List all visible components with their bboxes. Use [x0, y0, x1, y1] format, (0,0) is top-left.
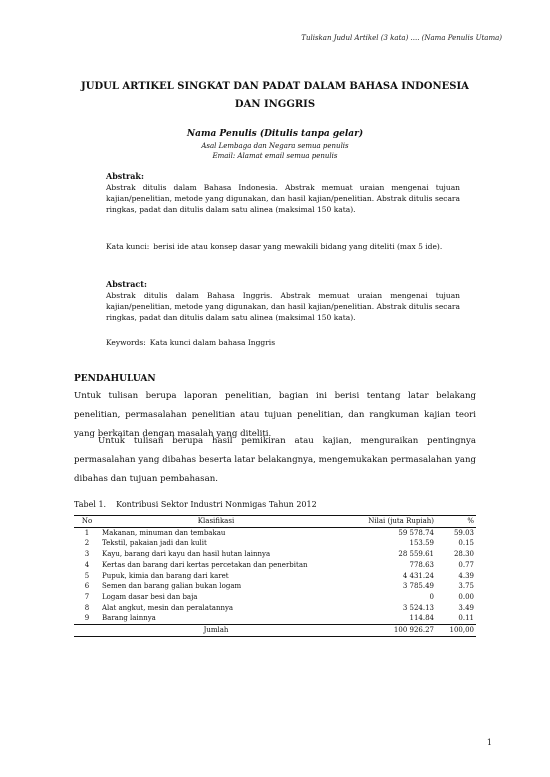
col-nilai-header: Nilai (juta Rupiah)	[332, 516, 436, 528]
cell-no: 8	[84, 603, 90, 612]
cell-klasifikasi: Makanan, minuman dan tembakau	[102, 528, 226, 537]
running-header: Tuliskan Judul Artikel (3 kata) .... (Nama Penulis Utama)	[301, 34, 502, 42]
total-pct: 100,00	[436, 625, 476, 637]
abstract-heading: Abstract:	[106, 279, 147, 289]
cell-pct: 3.49	[458, 603, 474, 612]
kata-kunci-label: Kata kunci:	[106, 242, 150, 251]
keywords-label: Keywords:	[106, 338, 146, 347]
table-row	[74, 592, 476, 603]
cell-no: 6	[84, 582, 90, 591]
paragraph-1: Untuk tulisan berupa laporan penelitian, bagian ini berisi tentang latar belakang penelitian, permasalahan penelitian atau tujuan penelitian, dan rangkuman kajian teori yang berkaitan dengan masalah yang diteliti.	[74, 391, 476, 439]
table-label: Tabel 1.	[74, 500, 107, 509]
cell-nilai: 3 524.13	[402, 603, 434, 612]
table-row	[74, 549, 476, 560]
cell-pct: 0.77	[458, 560, 474, 569]
table-caption-text: Kontribusi Sektor Industri Nonmigas Tahun 2012	[116, 500, 317, 509]
author-block	[0, 127, 550, 161]
cell-pct: 0.11	[458, 614, 474, 623]
cell-nilai: 59 578.74	[398, 528, 434, 537]
cell-klasifikasi: Alat angkut, mesin dan peralatannya	[102, 603, 234, 612]
cell-nilai: 28 559.61	[398, 550, 434, 559]
cell-no: 7	[84, 592, 90, 601]
cell-nilai: 3 785.49	[402, 582, 434, 591]
cell-pct: 3.75	[458, 582, 474, 591]
cell-klasifikasi: Logam dasar besi dan baja	[102, 592, 198, 601]
cell-klasifikasi: Semen dan barang galian bukan logam	[102, 582, 242, 591]
cell-pct: 28.30	[453, 550, 474, 559]
cell-nilai: 0	[429, 592, 434, 601]
cell-klasifikasi: Pupuk, kimia dan barang dari karet	[102, 571, 229, 580]
section-title: PENDAHULUAN	[74, 374, 156, 384]
kata-kunci	[106, 241, 460, 252]
table-row	[74, 560, 476, 571]
total-label: Jumlah	[100, 625, 332, 637]
cell-klasifikasi: Barang lainnya	[102, 614, 156, 623]
cell-klasifikasi: Kayu, barang dari kayu dan hasil hutan lainnya	[102, 550, 271, 559]
cell-pct: 4.39	[458, 571, 474, 580]
table-header-row	[74, 516, 476, 528]
table-row	[74, 613, 476, 624]
table-row	[74, 603, 476, 614]
cell-no: 2	[84, 539, 90, 548]
page-number: 1	[486, 738, 492, 747]
cell-no: 3	[84, 550, 90, 559]
cell-nilai: 153.59	[409, 539, 434, 548]
total-nilai: 100 926.27	[332, 625, 436, 637]
cell-nilai: 778.63	[409, 560, 434, 569]
cell-pct: 59.03	[453, 528, 474, 537]
data-table	[74, 515, 476, 637]
abstract-text: Abstrak ditulis dalam Bahasa Inggris. Abstrak memuat uraian mengenai tujuan kajian/penelitian, metode yang digunakan, dan hasil kajian/penelitian. Abstrak ditulis secara ringkas, padat dan ditulis dalam satu alinea (maksimal 150 kata).	[106, 291, 460, 322]
col-klasifikasi-header: Klasifikasi	[100, 516, 332, 528]
cell-nilai: 4 431.24	[402, 571, 434, 580]
author-email: Email: Alamat email semua penulis	[212, 152, 338, 160]
article-title: JUDUL ARTIKEL SINGKAT DAN PADAT DALAM BAHASA INDONESIA DAN INGGRIS	[81, 81, 469, 110]
cell-klasifikasi: Kertas dan barang dari kertas percetakan dan penerbitan	[102, 560, 308, 569]
cell-nilai: 114.84	[409, 614, 434, 623]
paragraph-2: Untuk tulisan berupa hasil pemikiran atau kajian, menguraikan pentingnya permasalahan yang dibahas beserta latar belakangnya, mengemukakan permasalahan yang dibahas dan tujuan pembahasan.	[74, 436, 476, 484]
table-row	[74, 581, 476, 592]
cell-klasifikasi: Tekstil, pakaian jadi dan kulit	[102, 539, 207, 548]
keywords-value: Kata kunci dalam bahasa Inggris	[149, 338, 276, 347]
abstract-block	[106, 279, 460, 323]
table-caption	[74, 500, 317, 509]
abstrak-block	[106, 171, 460, 215]
kata-kunci-value: berisi ide atau konsep dasar yang mewakili bidang yang diteliti (max 5 ide).	[153, 242, 443, 251]
table-row	[74, 527, 476, 538]
author-name: Nama Penulis (Ditulis tanpa gelar)	[186, 129, 364, 139]
col-no-header: No	[74, 516, 100, 528]
cell-pct: 0.15	[458, 539, 474, 548]
cell-pct: 0.00	[458, 592, 474, 601]
table-row	[74, 571, 476, 582]
keywords	[106, 337, 460, 348]
abstrak-heading: Abstrak:	[106, 171, 144, 181]
cell-no: 9	[84, 614, 90, 623]
author-affiliation: Asal Lembaga dan Negara semua penulis	[201, 142, 349, 150]
cell-no: 1	[84, 528, 90, 537]
cell-no: 5	[84, 571, 90, 580]
cell-no: 4	[84, 560, 90, 569]
col-pct-header: %	[436, 516, 476, 528]
abstrak-text: Abstrak ditulis dalam Bahasa Indonesia. Abstrak memuat uraian mengenai tujuan kajian/penelitian, metode yang digunakan, dan hasil kajian/penelitian. Abstrak ditulis secara ringkas, padat dan ditulis dalam satu alinea (maksimal 150 kata).	[106, 183, 460, 214]
table-total-row	[74, 625, 476, 637]
table-row	[74, 538, 476, 549]
